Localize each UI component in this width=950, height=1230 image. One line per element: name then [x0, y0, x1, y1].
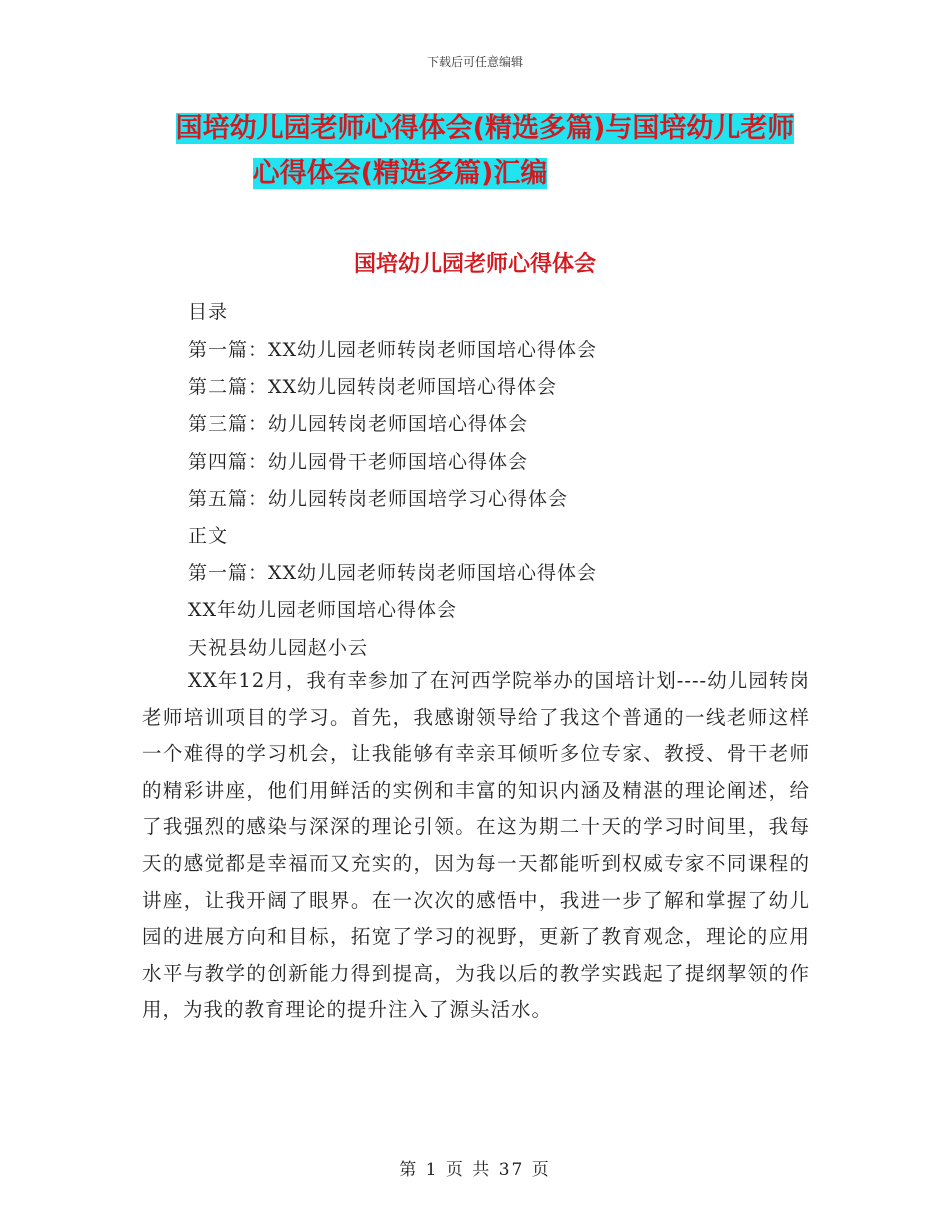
page-footer: 第 1 页 共 37 页: [399, 1160, 551, 1180]
document-title-line-1: 国培幼儿园老师心得体会(精选多篇)与国培幼儿老师: [175, 113, 795, 144]
toc-item-1: 第一篇：XX幼儿园老师转岗老师国培心得体会: [188, 339, 598, 361]
body-heading: 正文: [188, 525, 229, 547]
toc-item-5: 第五篇：幼儿园转岗老师国培学习心得体会: [188, 488, 569, 510]
header-note: 下载后可任意编辑: [426, 55, 523, 69]
toc-item-3: 第三篇：幼儿园转岗老师国培心得体会: [188, 413, 529, 435]
article-author: 天祝县幼儿园赵小云: [188, 637, 369, 659]
toc-item-4: 第四篇：幼儿园骨干老师国培心得体会: [188, 451, 529, 473]
toc-heading: 目录: [188, 301, 229, 323]
section-title: 国培幼儿园老师心得体会: [353, 252, 596, 277]
toc-item-2: 第二篇：XX幼儿园转岗老师国培心得体会: [188, 376, 558, 398]
body-paragraph: XX年12月，我有幸参加了在河西学院举办的国培计划----幼儿园转岗老师培训项目的学习。首先，我感谢领导给了我这个普通的一线老师这样一个难得的学习机会，让我能够有幸亲耳倾听多位专家、教授、骨干老师的精彩讲座，他们用鲜活的实例和丰富的知识内涵及精湛的理论阐述，给了我强烈的感染与深深的理论引领。在这为期二十天的学习时间里，我每天的感觉都是幸福而又充实的，因为每一天都能听到权威专家不同课程的讲座，让我开阔了眼界。在一次次的感悟中，我进一步了解和掌握了幼儿园的进展方向和目标，拓宽了学习的视野，更新了教育观念，理论的应用水平与教学的创新能力得到提高，为我以后的教学实践起了提纲挈领的作用，为我的教育理论的提升注入了源头活水。: [142, 669, 810, 1022]
document-title-line-2: 心得体会(精选多篇)汇编: [252, 158, 548, 189]
article-heading: 第一篇：XX幼儿园老师转岗老师国培心得体会: [188, 562, 598, 584]
article-title: XX年幼儿园老师国培心得体会: [188, 599, 458, 621]
